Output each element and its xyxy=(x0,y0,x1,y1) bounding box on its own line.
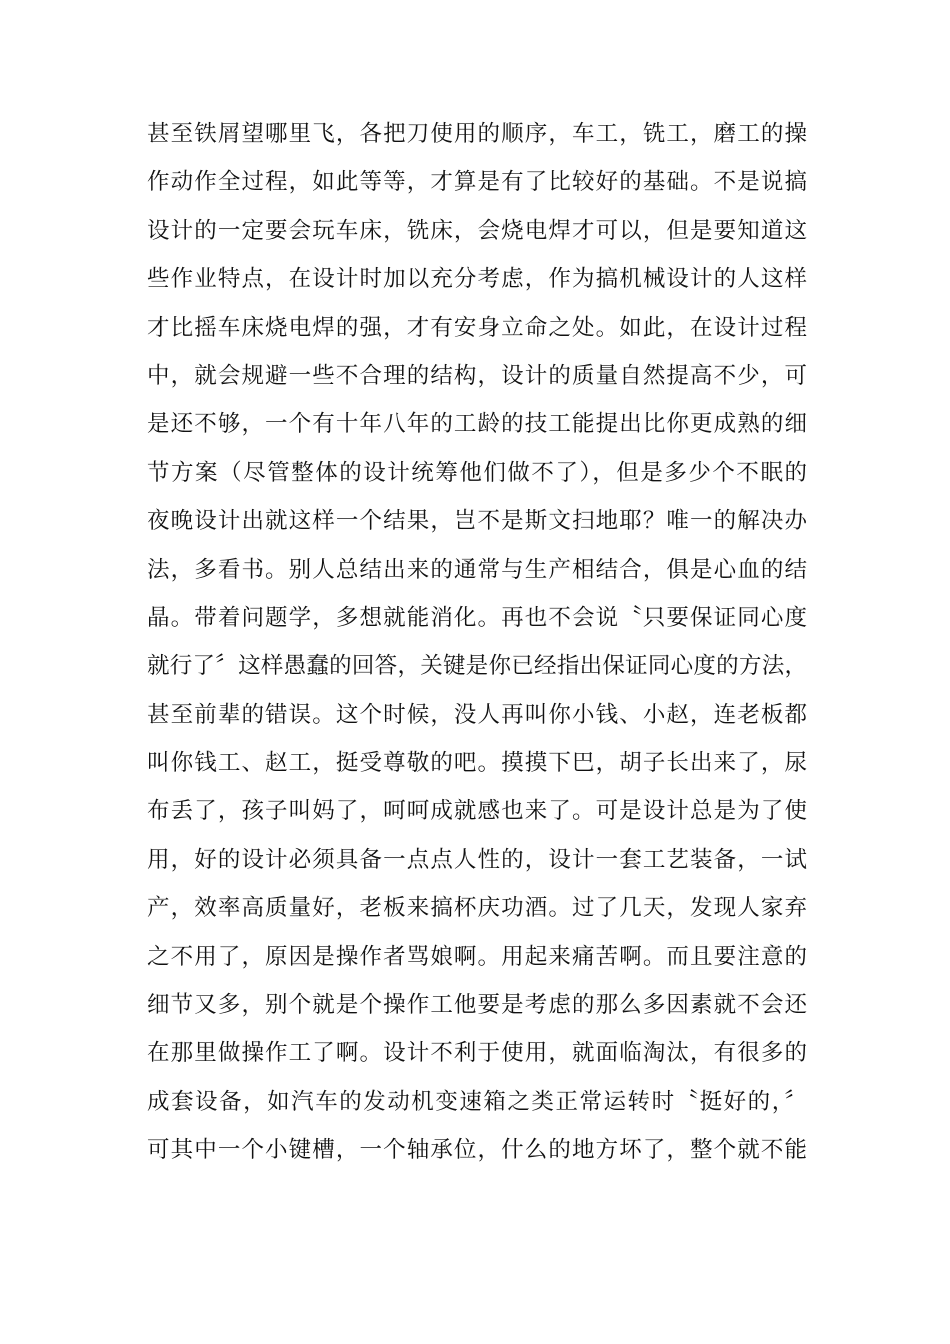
text-line-4: 些作业特点，在设计时加以充分考虑，作为搞机械设计的人这样 xyxy=(147,266,807,293)
text-line-22: 可其中一个小键槽，一个轴承位，什么的地方坏了，整个就不能 xyxy=(147,1137,807,1164)
text-line-15: 布丢了，孩子叫妈了，呵呵成就感也来了。可是设计总是为了使 xyxy=(147,798,807,825)
body-text xyxy=(147,110,807,1175)
text-line-2: 作动作全过程，如此等等，才算是有了比较好的基础。不是说搞 xyxy=(147,169,807,196)
text-line-7: 是还不够，一个有十年八年的工龄的技工能提出比你更成熟的细 xyxy=(147,411,807,438)
text-line-16: 用，好的设计必须具备一点点人性的，设计一套工艺装备，一试 xyxy=(147,846,807,873)
text-line-5: 才比摇车床烧电焊的强，才有安身立命之处。如此，在设计过程 xyxy=(147,314,807,341)
text-line-12: 就行了〞这样愚蠢的回答，关键是你已经指出保证同心度的方法， xyxy=(147,653,807,680)
text-line-13: 甚至前辈的错误。这个时候，没人再叫你小钱、小赵，连老板都 xyxy=(147,701,807,728)
text-line-18: 之不用了，原因是操作者骂娘啊。用起来痛苦啊。而且要注意的 xyxy=(147,943,807,970)
text-line-21: 成套设备，如汽车的发动机变速箱之类正常运转时〝挺好的，〞 xyxy=(147,1088,807,1115)
text-line-8: 节方案（尽管整体的设计统筹他们做不了），但是多少个不眠的 xyxy=(147,459,807,486)
text-line-14: 叫你钱工、赵工，挺受尊敬的吧。摸摸下巴，胡子长出来了，尿 xyxy=(147,750,807,777)
text-line-1: 甚至铁屑望哪里飞，各把刀使用的顺序，车工，铣工，磨工的操 xyxy=(147,121,807,147)
text-line-20: 在那里做操作工了啊。设计不利于使用，就面临淘汰，有很多的 xyxy=(147,1040,807,1067)
text-line-19: 细节又多，别个就是个操作工他要是考虑的那么多因素就不会还 xyxy=(147,992,807,1019)
text-line-6: 中，就会规避一些不合理的结构，设计的质量自然提高不少，可 xyxy=(147,362,807,389)
text-line-17: 产，效率高质量好，老板来搞杯庆功酒。过了几天，发现人家弃 xyxy=(147,895,807,922)
text-line-9: 夜晚设计出就这样一个结果，岂不是斯文扫地耶？唯一的解决办 xyxy=(147,508,807,535)
text-line-10: 法，多看书。别人总结出来的通常与生产相结合，俱是心血的结 xyxy=(147,556,807,583)
text-line-11: 晶。带着问题学，多想就能消化。再也不会说〝只要保证同心度 xyxy=(147,604,807,631)
text-line-3: 设计的一定要会玩车床，铣床，会烧电焊才可以，但是要知道这 xyxy=(147,217,807,244)
